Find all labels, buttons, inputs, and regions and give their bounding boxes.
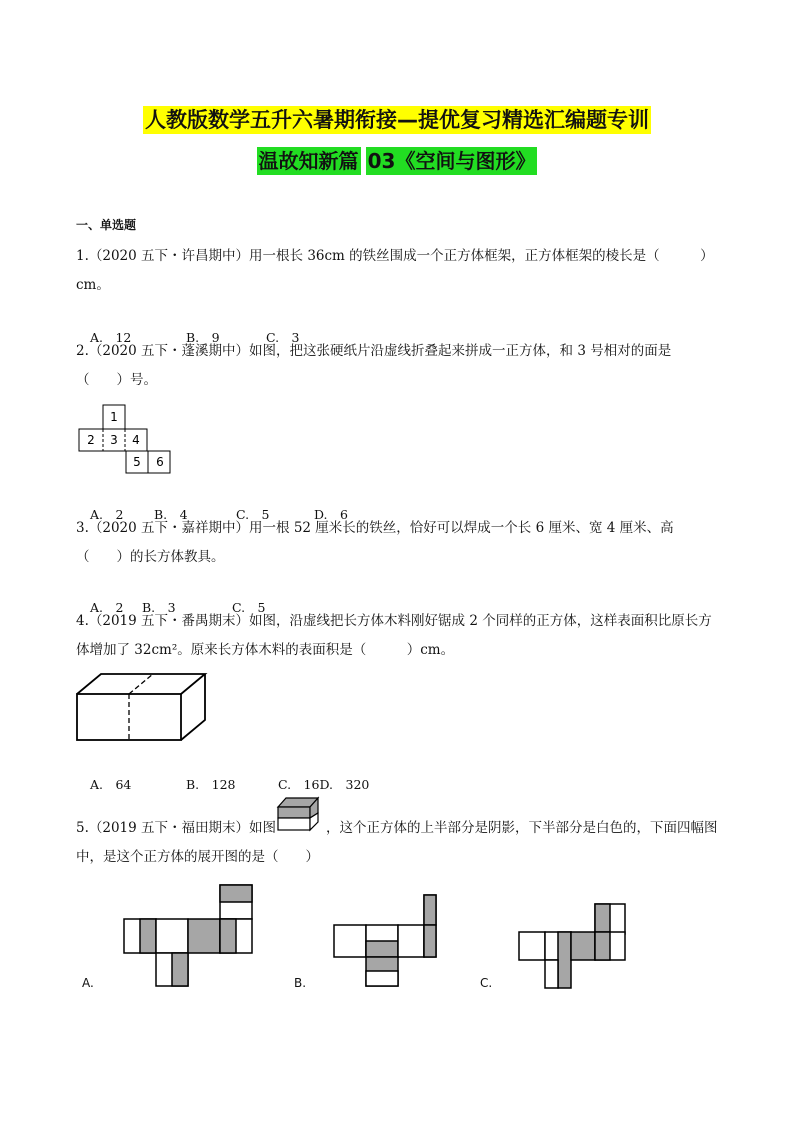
net-option-a[interactable] — [120, 884, 256, 988]
q3-line2: （ ）的长方体教具。 — [76, 549, 225, 565]
q4-line1: 4.（2019 五下・番禺期末）如图，沿虚线把长方体木料刚好锯成 2 个同样的正方体，这样表面积比原长方 — [76, 613, 712, 629]
cuboid-figure — [74, 670, 210, 744]
cube-net-figure — [76, 402, 176, 474]
q2-option-d[interactable]: D. 6 — [313, 507, 348, 522]
net-option-b[interactable] — [330, 893, 440, 989]
q4-options — [82, 760, 377, 793]
net-label-2: 2 — [87, 433, 95, 447]
q3-option-b[interactable]: B. 3 — [141, 600, 176, 615]
q2-line2: （ ）号。 — [76, 372, 157, 388]
net-option-c[interactable] — [515, 902, 630, 990]
q4-line2: 体增加了 32cm²。原来长方体木料的表面积是（ ）cm。 — [76, 642, 455, 658]
q1-option-b[interactable]: B. 9 — [185, 330, 220, 345]
document-title — [0, 104, 794, 134]
q1-option-a[interactable]: A. 12 — [89, 330, 132, 345]
q3-line1: 3.（2020 五下・嘉祥期中）用一根 52 厘米长的铁丝，恰好可以焊成一个长 6 厘米、宽 4 厘米、高 — [76, 520, 674, 536]
section-heading: 一、单选题 — [76, 218, 137, 232]
q4-option-a[interactable]: A. 64 — [89, 777, 132, 792]
q5-line1a: 5.（2019 五下・福田期末）如图 — [76, 820, 277, 836]
q3-option-c[interactable]: C. 5 — [231, 600, 266, 615]
net-label-4: 4 — [132, 433, 140, 447]
q2-option-c[interactable]: C. 5 — [235, 507, 270, 522]
q2-option-a[interactable]: A. 2 — [89, 507, 124, 522]
q2-option-b[interactable]: B. 4 — [153, 507, 188, 522]
net-label-c: C. — [480, 976, 493, 990]
q1-option-c[interactable]: C. 3 — [265, 330, 300, 345]
question-3 — [76, 514, 726, 572]
title-sub-b: 03《空间与图形》 — [367, 149, 536, 173]
q3-option-a[interactable]: A. 2 — [89, 600, 124, 615]
question-4 — [76, 607, 726, 665]
q4-option-c[interactable]: C. 16 — [277, 777, 320, 792]
question-1 — [76, 242, 726, 300]
question-5 — [76, 814, 726, 872]
net-label-1: 1 — [110, 410, 118, 424]
title-main: 人教版数学五升六暑期衔接—提优复习精选汇编题专训 — [145, 108, 649, 132]
q2-line1: 2.（2020 五下・蓬溪期中）如图，把这张硬纸片沿虚线折叠起来拼成一正方体，和 3 号相对的面是 — [76, 343, 672, 359]
question-2 — [76, 337, 726, 395]
title-sub-a: 温故知新篇 — [258, 149, 359, 173]
q4-option-b[interactable]: B. 128 — [185, 777, 236, 792]
net-label-5: 5 — [133, 455, 141, 469]
q1-line2: cm。 — [76, 277, 110, 293]
q1-line1: 1.（2020 五下・许昌期中）用一根长 36cm 的铁丝围成一个正方体框架，正方体框架的棱长是（ ） — [76, 248, 714, 264]
net-label-b: B. — [294, 976, 307, 990]
shaded-cube-figure — [274, 795, 322, 835]
net-label-3: 3 — [110, 433, 118, 447]
q5-line2: 中，是这个正方体的展开图的是（ ） — [76, 849, 319, 865]
net-label-6: 6 — [156, 455, 164, 469]
document-subtitle — [0, 145, 794, 174]
net-label-a: A. — [82, 976, 94, 990]
q5-line1b: ，这个正方体的上半部分是阴影，下半部分是白色的，下面四幅图 — [326, 820, 718, 836]
q4-option-d[interactable]: D. 320 — [319, 777, 370, 792]
